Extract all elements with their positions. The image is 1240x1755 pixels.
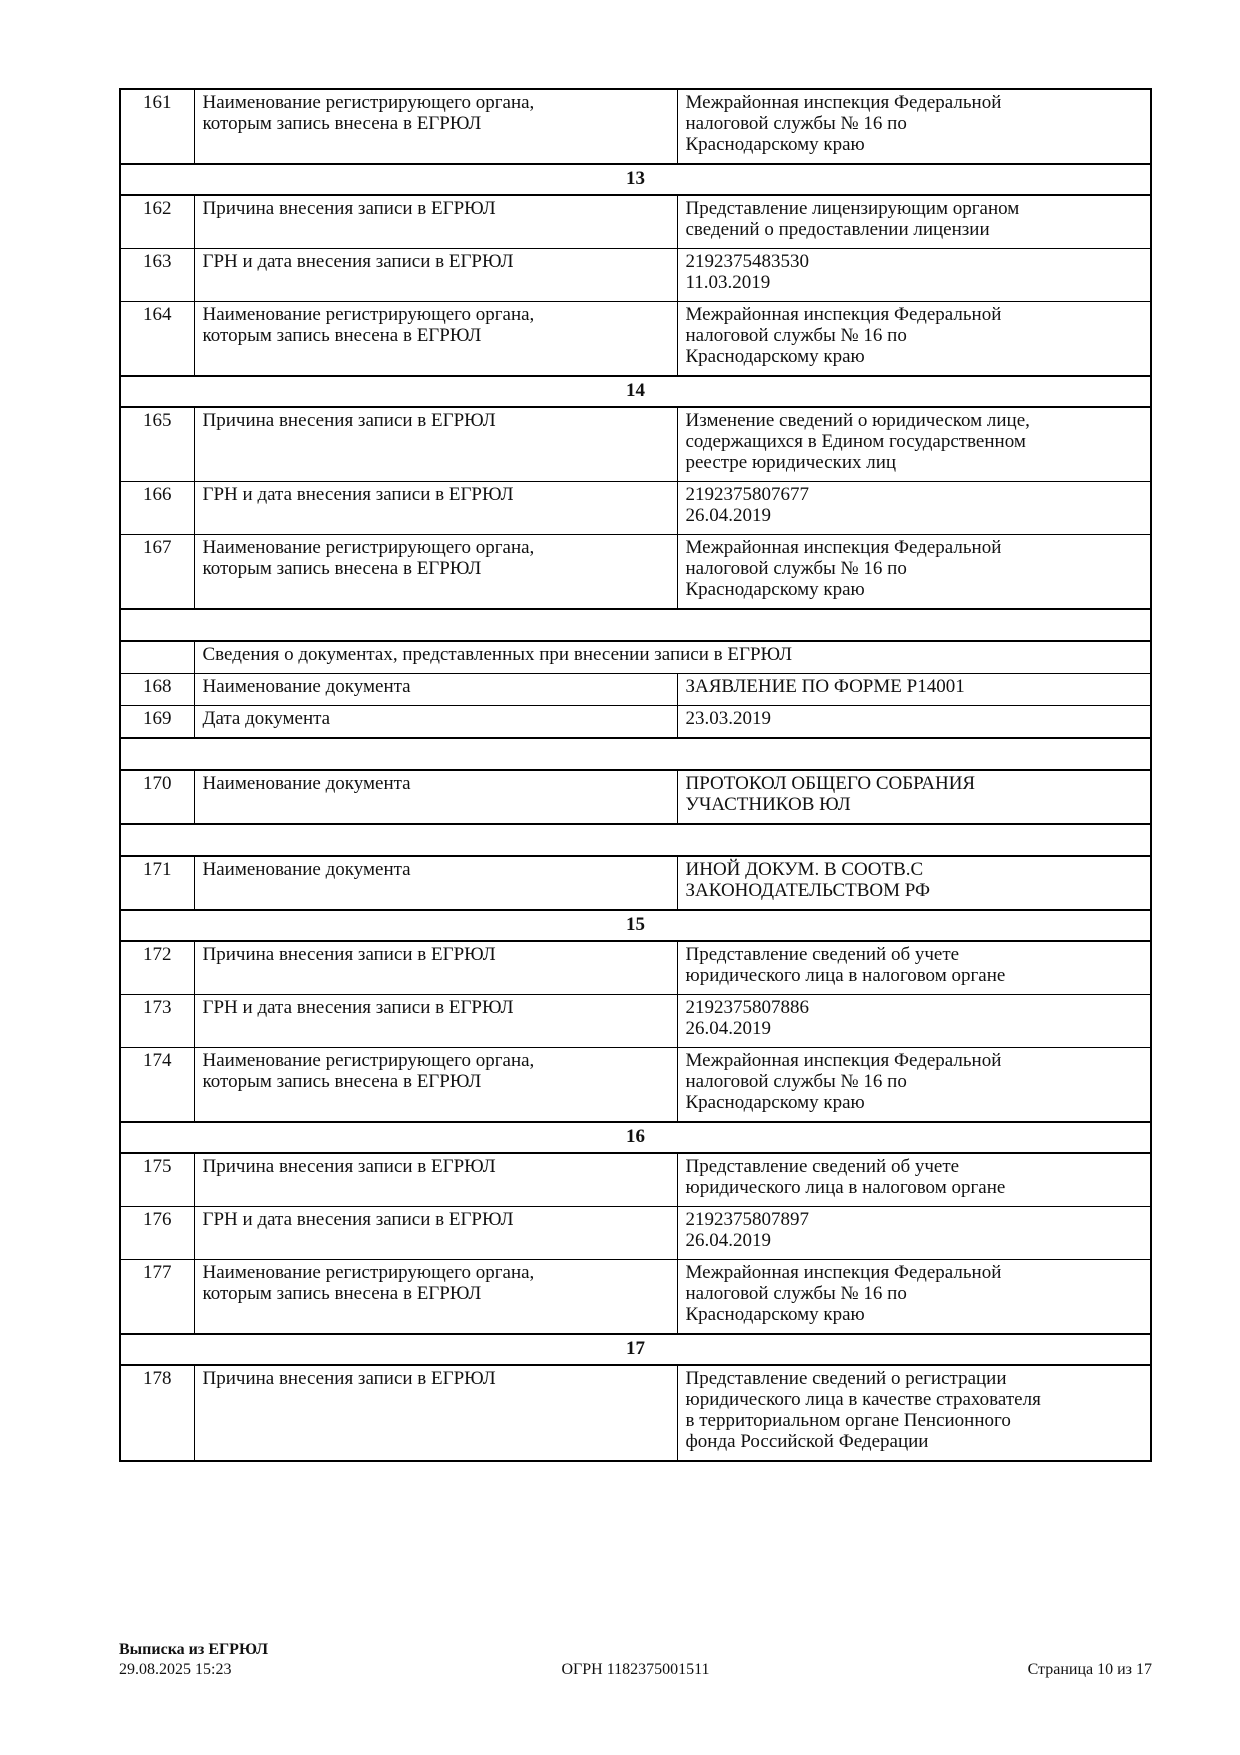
field-label-line: которым запись внесена в ЕГРЮЛ [202, 113, 482, 134]
table-row [120, 856, 1151, 910]
field-label-line: ГРН и дата внесения записи в ЕГРЮЛ [202, 997, 514, 1018]
spacer-cell [120, 824, 1151, 856]
spacer-cell [120, 609, 1151, 641]
value-line: налоговой службы № 16 по [685, 558, 907, 579]
section-number-row [120, 376, 1151, 407]
table-row [120, 770, 1151, 824]
field-label-line: которым запись внесена в ЕГРЮЛ [202, 558, 482, 579]
value-cell [677, 195, 1151, 249]
value-line: Представление лицензирующим органом [685, 198, 1020, 219]
value-line: юридического лица в качестве страхователя [685, 1389, 1041, 1410]
table-row [120, 1207, 1151, 1260]
page-number: Страница 10 из 17 [1027, 1661, 1152, 1678]
row-number-cell: 164 [120, 302, 194, 377]
row-number-cell: 166 [120, 482, 194, 535]
table-row [120, 1048, 1151, 1123]
row-number-cell: 171 [120, 856, 194, 910]
value-line: 26.04.2019 [685, 1230, 771, 1251]
field-label-line: которым запись внесена в ЕГРЮЛ [202, 325, 482, 346]
value-line: Межрайонная инспекция Федеральной [685, 537, 1002, 558]
field-label-line: Наименование документа [202, 859, 411, 880]
egrul-table-body [120, 89, 1151, 1461]
field-label-line: Наименование регистрирующего органа, [202, 304, 535, 325]
field-label-line: ГРН и дата внесения записи в ЕГРЮЛ [202, 251, 514, 272]
field-label-cell [194, 482, 677, 535]
value-line: фонда Российской Федерации [685, 1431, 929, 1452]
value-line: Межрайонная инспекция Федеральной [685, 304, 1002, 325]
document-title: Выписка из ЕГРЮЛ [119, 1641, 269, 1658]
table-row [120, 195, 1151, 249]
table-row [120, 482, 1151, 535]
value-line: Краснодарскому краю [685, 579, 865, 600]
row-number-cell: 176 [120, 1207, 194, 1260]
field-label-cell [194, 856, 677, 910]
field-label-line: Наименование документа [202, 676, 411, 697]
value-line: Краснодарскому краю [685, 1304, 865, 1325]
row-number-cell: 178 [120, 1365, 194, 1461]
field-label-cell [194, 1207, 677, 1260]
empty-number-cell [120, 641, 194, 674]
value-cell [677, 1260, 1151, 1335]
value-line: Межрайонная инспекция Федеральной [685, 92, 1002, 113]
row-number-cell: 172 [120, 941, 194, 995]
field-label-cell [194, 706, 677, 739]
field-label-cell [194, 1365, 677, 1461]
value-cell [677, 89, 1151, 164]
value-line: реестре юридических лиц [685, 452, 897, 473]
value-line: сведений о предоставлении лицензии [685, 219, 990, 240]
value-cell [677, 941, 1151, 995]
value-line: ПРОТОКОЛ ОБЩЕГО СОБРАНИЯ [685, 773, 976, 794]
row-number-cell: 161 [120, 89, 194, 164]
value-line: 23.03.2019 [685, 708, 771, 729]
field-label-line: Наименование регистрирующего органа, [202, 537, 535, 558]
documents-subheader-row [120, 641, 1151, 674]
spacer-row [120, 609, 1151, 641]
value-cell [677, 1048, 1151, 1123]
value-cell [677, 302, 1151, 377]
value-line: 26.04.2019 [685, 1018, 771, 1039]
value-line: Межрайонная инспекция Федеральной [685, 1050, 1002, 1071]
table-row [120, 995, 1151, 1048]
row-number-cell: 174 [120, 1048, 194, 1123]
value-line: ЗАЯВЛЕНИЕ ПО ФОРМЕ Р14001 [685, 676, 965, 697]
field-label-line: Причина внесения записи в ЕГРЮЛ [202, 944, 496, 965]
table-row [120, 941, 1151, 995]
value-line: содержащихся в Едином государственном [685, 431, 1026, 452]
field-label-cell [194, 302, 677, 377]
field-label-cell [194, 995, 677, 1048]
value-cell [677, 249, 1151, 302]
value-line: 2192375483530 [685, 251, 809, 272]
row-number-cell: 169 [120, 706, 194, 739]
row-number-cell: 163 [120, 249, 194, 302]
footer-ogrn: ОГРН 1182375001511 [561, 1661, 710, 1678]
spacer-row [120, 738, 1151, 770]
table-row [120, 407, 1151, 482]
value-line: налоговой службы № 16 по [685, 1071, 907, 1092]
field-label-cell [194, 1048, 677, 1123]
page-footer [119, 1640, 1152, 1680]
field-label-line: Наименование регистрирующего органа, [202, 92, 535, 113]
row-number-cell: 177 [120, 1260, 194, 1335]
value-line: налоговой службы № 16 по [685, 325, 907, 346]
table-row [120, 535, 1151, 610]
value-line: юридического лица в налоговом органе [685, 1177, 1006, 1198]
table-row [120, 249, 1151, 302]
field-label-cell [194, 1153, 677, 1207]
field-label-cell [194, 89, 677, 164]
value-cell [677, 674, 1151, 706]
value-cell [677, 856, 1151, 910]
section-number: 15 [120, 910, 1151, 941]
field-label-cell [194, 674, 677, 706]
egrul-table [119, 88, 1152, 1462]
value-cell [677, 706, 1151, 739]
value-line: Краснодарскому краю [685, 1092, 865, 1113]
field-label-line: ГРН и дата внесения записи в ЕГРЮЛ [202, 484, 514, 505]
extract-datetime: 29.08.2025 15:23 [119, 1661, 232, 1678]
field-label-cell [194, 770, 677, 824]
value-cell [677, 770, 1151, 824]
footer-left [119, 1640, 463, 1680]
row-number-cell: 170 [120, 770, 194, 824]
section-number-row [120, 164, 1151, 195]
field-label-line: Причина внесения записи в ЕГРЮЛ [202, 1368, 496, 1389]
value-line: 2192375807897 [685, 1209, 809, 1230]
value-line: Краснодарскому краю [685, 346, 865, 367]
table-row [120, 1365, 1151, 1461]
value-line: налоговой службы № 16 по [685, 113, 907, 134]
value-line: ЗАКОНОДАТЕЛЬСТВОМ РФ [685, 880, 931, 901]
value-line: Представление сведений об учете [685, 944, 960, 965]
section-number-row [120, 1334, 1151, 1365]
table-row [120, 674, 1151, 706]
value-cell [677, 535, 1151, 610]
value-line: Представление сведений о регистрации [685, 1368, 1007, 1389]
section-number: 16 [120, 1122, 1151, 1153]
field-label-line: Наименование регистрирующего органа, [202, 1050, 535, 1071]
row-number-cell: 165 [120, 407, 194, 482]
value-line: юридического лица в налоговом органе [685, 965, 1006, 986]
value-line: УЧАСТНИКОВ ЮЛ [685, 794, 851, 815]
section-number: 17 [120, 1334, 1151, 1365]
table-row [120, 706, 1151, 739]
value-line: 11.03.2019 [685, 272, 771, 293]
field-label-cell [194, 941, 677, 995]
value-line: 2192375807677 [685, 484, 809, 505]
value-line: в территориальном органе Пенсионного [685, 1410, 1011, 1431]
value-cell [677, 407, 1151, 482]
field-label-cell [194, 249, 677, 302]
table-row [120, 302, 1151, 377]
value-cell [677, 1365, 1151, 1461]
value-line: ИНОЙ ДОКУМ. В СООТВ.С [685, 859, 924, 880]
field-label-cell [194, 535, 677, 610]
spacer-cell [120, 738, 1151, 770]
section-number: 14 [120, 376, 1151, 407]
row-number-cell: 173 [120, 995, 194, 1048]
row-number-cell: 162 [120, 195, 194, 249]
field-label-cell [194, 1260, 677, 1335]
value-cell [677, 482, 1151, 535]
field-label-line: Причина внесения записи в ЕГРЮЛ [202, 410, 496, 431]
section-number-row [120, 910, 1151, 941]
value-line: Краснодарскому краю [685, 134, 865, 155]
table-row [120, 1260, 1151, 1335]
value-line: 26.04.2019 [685, 505, 771, 526]
field-label-line: Причина внесения записи в ЕГРЮЛ [202, 1156, 496, 1177]
value-line: Межрайонная инспекция Федеральной [685, 1262, 1002, 1283]
value-cell [677, 1153, 1151, 1207]
row-number-cell: 175 [120, 1153, 194, 1207]
value-line: налоговой службы № 16 по [685, 1283, 907, 1304]
field-label-cell [194, 195, 677, 249]
value-cell [677, 995, 1151, 1048]
table-row [120, 1153, 1151, 1207]
value-cell [677, 1207, 1151, 1260]
value-line: 2192375807886 [685, 997, 809, 1018]
value-line: Представление сведений об учете [685, 1156, 960, 1177]
field-label-line: Наименование документа [202, 773, 411, 794]
field-label-line: ГРН и дата внесения записи в ЕГРЮЛ [202, 1209, 514, 1230]
field-label-line: которым запись внесена в ЕГРЮЛ [202, 1283, 482, 1304]
value-line: Изменение сведений о юридическом лице, [685, 410, 1030, 431]
documents-subheader: Сведения о документах, представленных при внесении записи в ЕГРЮЛ [194, 641, 1151, 674]
section-number: 13 [120, 164, 1151, 195]
field-label-line: Дата документа [202, 708, 331, 729]
field-label-cell [194, 407, 677, 482]
table-row [120, 89, 1151, 164]
row-number-cell: 167 [120, 535, 194, 610]
field-label-line: Причина внесения записи в ЕГРЮЛ [202, 198, 496, 219]
spacer-row [120, 824, 1151, 856]
section-number-row [120, 1122, 1151, 1153]
field-label-line: которым запись внесена в ЕГРЮЛ [202, 1071, 482, 1092]
row-number-cell: 168 [120, 674, 194, 706]
field-label-line: Наименование регистрирующего органа, [202, 1262, 535, 1283]
